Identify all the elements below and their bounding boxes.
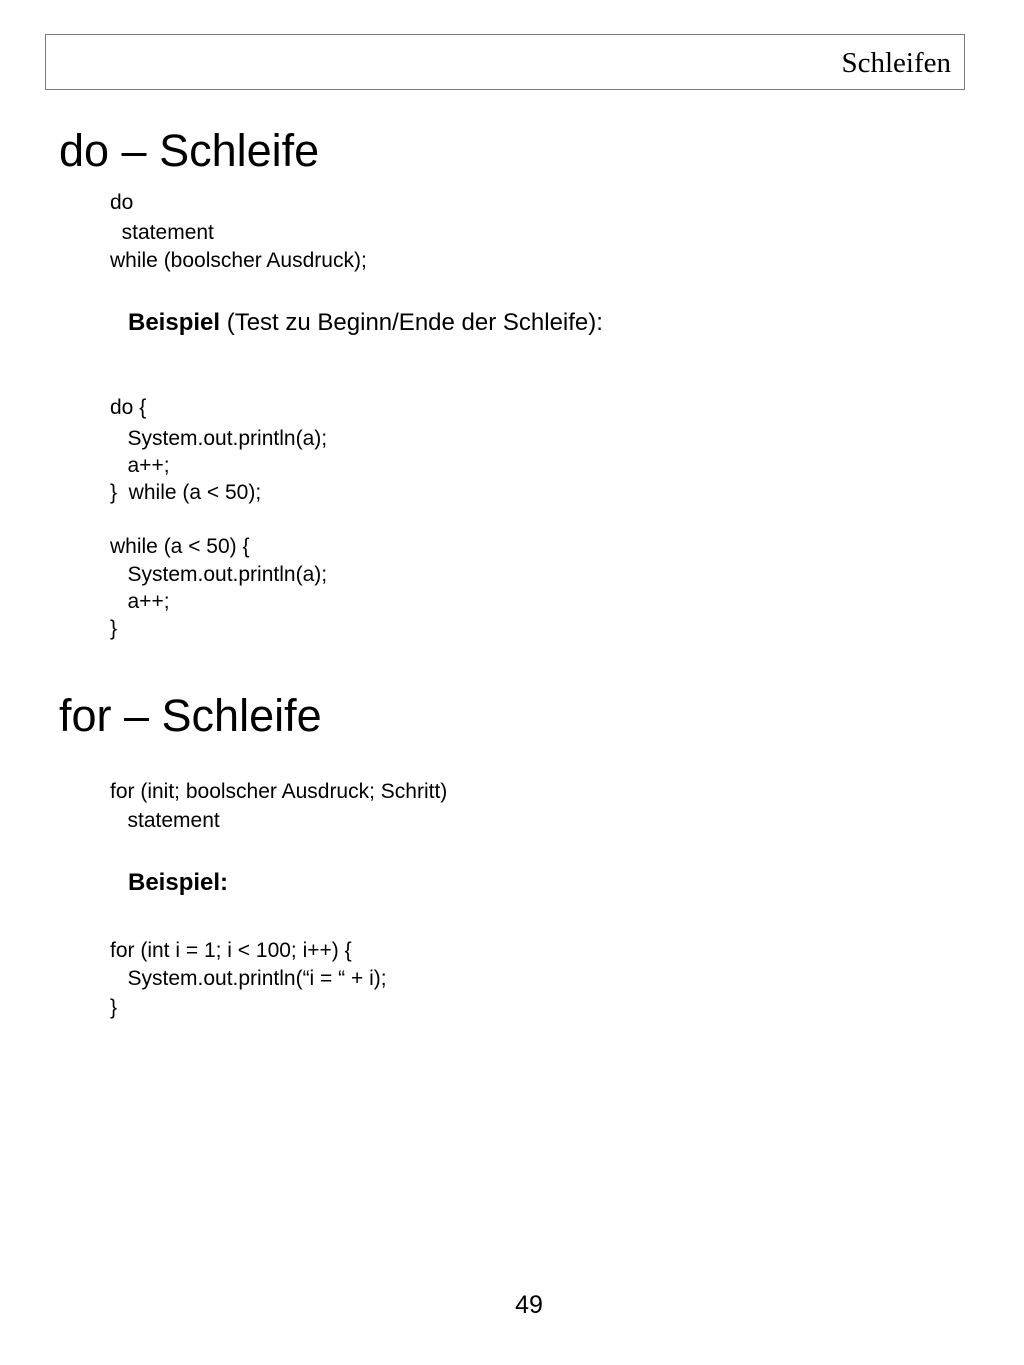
do-example-bold: Beispiel [128,309,221,336]
while-code-line: while (a < 50) { [110,535,250,558]
do-code-line: do { [110,396,147,419]
for-code-line: } [110,996,118,1019]
for-syntax-line: statement [110,809,220,832]
do-syntax-line: statement [110,221,214,244]
for-syntax-line: for (init; boolscher Ausdruck; Schritt) [110,780,448,803]
while-code-line: } [110,617,118,640]
while-code-line: System.out.println(a); [110,563,328,586]
for-example-bold: Beispiel: [128,869,229,896]
do-syntax-line: while (boolscher Ausdruck); [110,249,367,272]
for-code-line: for (int i = 1; i < 100; i++) { [110,939,352,962]
header-title: Schleifen [841,47,951,79]
page-number: 49 [515,1291,543,1319]
do-example-label [128,308,603,338]
for-section-title: for – Schleife [59,690,322,741]
header-box [45,34,965,90]
do-code-line: a++; [110,454,170,477]
do-syntax-line: do [110,191,134,214]
for-code-line: System.out.println(“i = “ + i); [110,967,387,990]
do-section-title: do – Schleife [59,125,320,176]
while-code-line: a++; [110,590,170,613]
for-example-label [128,868,228,898]
do-example-rest: (Test zu Beginn/Ende der Schleife): [220,309,603,336]
do-code-line: System.out.println(a); [110,427,328,450]
do-code-line: } while (a < 50); [110,481,262,504]
